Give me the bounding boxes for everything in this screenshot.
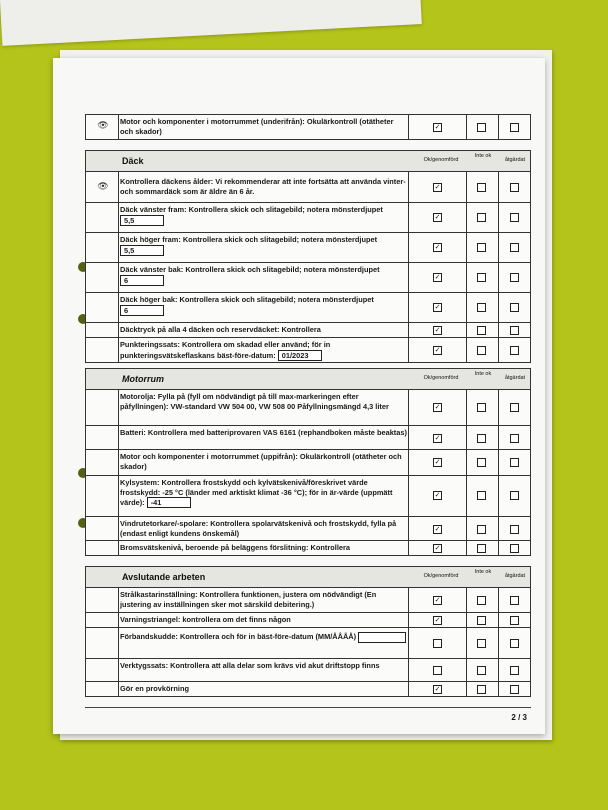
- table-row: [86, 541, 530, 555]
- atgardat-checkbox[interactable]: [510, 525, 519, 534]
- ok-checkbox[interactable]: ✓: [434, 526, 441, 533]
- atgardat-checkbox[interactable]: [510, 326, 519, 335]
- inte-ok-checkbox[interactable]: [477, 434, 486, 443]
- table-row: [86, 172, 530, 203]
- col-ok-header: Ok/genomförd: [423, 375, 459, 381]
- row-text: Däck vänster bak: Kontrollera skick och slitagebild; notera mönsterdjupet 6: [120, 265, 380, 285]
- inte-ok-checkbox[interactable]: [477, 403, 486, 412]
- ok-checkbox[interactable]: ✓: [434, 545, 441, 552]
- col-atgardat-header: åtgärdat: [504, 573, 526, 579]
- inte-ok-checkbox[interactable]: [477, 596, 486, 605]
- table-row: [86, 426, 530, 450]
- section-header: [86, 151, 530, 172]
- frost-protection-field[interactable]: -41: [147, 497, 191, 508]
- inte-ok-checkbox[interactable]: [477, 525, 486, 534]
- row-text: Varningstriangel: kontrollera om det finns någon: [120, 615, 291, 624]
- table-row: [86, 517, 530, 541]
- atgardat-checkbox[interactable]: [510, 458, 519, 467]
- section-title: Däck: [122, 156, 144, 166]
- ok-checkbox[interactable]: ✓: [434, 244, 441, 251]
- inte-ok-checkbox[interactable]: [477, 273, 486, 282]
- underlying-sheet: [0, 0, 422, 46]
- ok-checkbox[interactable]: ✓: [434, 304, 441, 311]
- section-avslutande-arbeten: [85, 566, 531, 697]
- atgardat-checkbox[interactable]: [510, 491, 519, 500]
- ok-checkbox[interactable]: ✓: [434, 347, 441, 354]
- table-row: [86, 613, 530, 628]
- row-text: Kontrollera däckens ålder: Vi rekommenderar att inte fortsätta att använda vinter- och sommardäck som är äldre än 6 år.: [120, 177, 406, 196]
- inte-ok-checkbox[interactable]: [477, 544, 486, 553]
- row-text: Motorolja: Fylla på (fyll om nödvändigt på till max-markeringen efter påfyllningen): VW-standard VW 504 00, VW 508 00 Påfyllningsmängd 4,3 liter: [120, 392, 389, 411]
- col-ok-header: Ok/genomförd: [423, 573, 459, 579]
- ok-checkbox[interactable]: ✓: [434, 214, 441, 221]
- section-header: [86, 567, 530, 588]
- table-row: [86, 323, 530, 338]
- row-text: Vindrutetorkare/-spolare: Kontrollera spolarvätskenivå och frostskydd, fylla på (endast enligt kundens önskemål): [120, 519, 397, 538]
- table-row: [86, 450, 530, 476]
- col-ok-header: Ok/genomförd: [423, 157, 459, 163]
- tread-depth-field[interactable]: 6: [120, 305, 164, 316]
- first-aid-date-field[interactable]: [358, 632, 406, 643]
- atgardat-checkbox[interactable]: [510, 303, 519, 312]
- section-header: [86, 369, 530, 390]
- section-title: Motorrum: [122, 374, 164, 384]
- ok-checkbox[interactable]: ✓: [434, 492, 441, 499]
- atgardat-checkbox[interactable]: [510, 685, 519, 694]
- inte-ok-checkbox[interactable]: [477, 491, 486, 500]
- ok-checkbox[interactable]: ✓: [434, 435, 441, 442]
- atgardat-checkbox[interactable]: [510, 123, 519, 132]
- row-text: Strålkastarinställning: Kontrollera funktionen, justera om nödvändigt (En justering av inställningen sker mot särskild debitering.): [120, 590, 377, 609]
- inte-ok-checkbox[interactable]: [477, 666, 486, 675]
- row-text: Däck höger fram: Kontrollera skick och slitagebild; notera mönsterdjupet 5,5: [120, 235, 378, 255]
- section-title: Avslutande arbeten: [122, 572, 206, 582]
- tread-depth-field[interactable]: 5,5: [120, 245, 164, 256]
- eye-icon: 👁: [97, 181, 109, 191]
- checklist-page: [53, 58, 545, 734]
- row-text: Verktygssats: Kontrollera att alla delar som krävs vid akut driftstopp finns: [120, 661, 380, 670]
- inte-ok-checkbox[interactable]: [477, 213, 486, 222]
- inte-ok-checkbox[interactable]: [477, 123, 486, 132]
- atgardat-checkbox[interactable]: [510, 346, 519, 355]
- table-row: [86, 682, 530, 696]
- atgardat-checkbox[interactable]: [510, 183, 519, 192]
- ok-checkbox[interactable]: ✓: [434, 459, 441, 466]
- page-number: 2 / 3: [511, 713, 527, 722]
- atgardat-checkbox[interactable]: [510, 544, 519, 553]
- table-row: [86, 263, 530, 293]
- table-row: [86, 115, 530, 139]
- ok-checkbox[interactable]: [433, 639, 442, 648]
- atgardat-checkbox[interactable]: [510, 403, 519, 412]
- ok-checkbox[interactable]: ✓: [434, 184, 441, 191]
- table-row: [86, 390, 530, 426]
- section-dack: [85, 150, 531, 363]
- inte-ok-checkbox[interactable]: [477, 346, 486, 355]
- row-text: Motor och komponenter i motorrummet (underifrån): Okulärkontroll (otätheter och skador): [120, 117, 394, 136]
- footer-divider: [85, 707, 531, 708]
- ok-checkbox[interactable]: ✓: [434, 686, 441, 693]
- col-inte-ok-header: Inte ok: [474, 371, 492, 377]
- col-inte-ok-header: Inte ok: [474, 153, 492, 159]
- tread-depth-field[interactable]: 5,5: [120, 215, 164, 226]
- col-atgardat-header: åtgärdat: [504, 375, 526, 381]
- table-row: [86, 588, 530, 613]
- inte-ok-checkbox[interactable]: [477, 183, 486, 192]
- atgardat-checkbox[interactable]: [510, 434, 519, 443]
- row-text: Gör en provkörning: [120, 684, 189, 693]
- row-text: Däck vänster fram: Kontrollera skick och slitagebild; notera mönsterdjupet 5,5: [120, 205, 383, 225]
- inte-ok-checkbox[interactable]: [477, 685, 486, 694]
- tread-depth-field[interactable]: 6: [120, 275, 164, 286]
- atgardat-checkbox[interactable]: [510, 666, 519, 675]
- col-atgardat-header: åtgärdat: [504, 157, 526, 163]
- ok-checkbox[interactable]: ✓: [434, 404, 441, 411]
- ok-checkbox[interactable]: ✓: [434, 327, 441, 334]
- table-row: [86, 338, 530, 362]
- row-text: Däck höger bak: Kontrollera skick och slitagebild; notera mönsterdjupet 6: [120, 295, 374, 315]
- table-row: [86, 628, 530, 659]
- table-row: [86, 659, 530, 682]
- ok-checkbox[interactable]: ✓: [434, 617, 441, 624]
- inte-ok-checkbox[interactable]: [477, 326, 486, 335]
- eye-icon: 👁: [97, 120, 109, 130]
- atgardat-checkbox[interactable]: [510, 639, 519, 648]
- row-text: Bromsvätskenivå, beroende på beläggens förslitning: Kontrollera: [120, 543, 350, 552]
- ok-checkbox[interactable]: ✓: [434, 124, 441, 131]
- atgardat-checkbox[interactable]: [510, 243, 519, 252]
- best-before-field[interactable]: 01/2023: [278, 350, 322, 361]
- atgardat-checkbox[interactable]: [510, 273, 519, 282]
- row-text: Motor och komponenter i motorrummet (uppifrån): Okulärkontroll (otätheter och skador): [120, 452, 402, 471]
- ok-checkbox[interactable]: ✓: [434, 597, 441, 604]
- table-row: [86, 293, 530, 323]
- ok-checkbox[interactable]: ✓: [434, 274, 441, 281]
- row-text: Kylsystem: Kontrollera frostskydd och kylvätskenivå/föreskrivet värde frostskydd: -25 °C (länder med arktiskt klimat -36 °C); för in är-värde (uppmätt värde): -41: [120, 478, 393, 508]
- table-row: [86, 203, 530, 233]
- inte-ok-checkbox[interactable]: [477, 616, 486, 625]
- section-motorrum: [85, 368, 531, 556]
- ok-checkbox[interactable]: [433, 666, 442, 675]
- row-text: Förbandskudde: Kontrollera och för in bäst-före-datum (MM/ÅÅÅÅ): [120, 632, 357, 641]
- atgardat-checkbox[interactable]: [510, 616, 519, 625]
- row-text: Batteri: Kontrollera med batteriprovaren VAS 6161 (rephandboken måste beaktas): [120, 428, 407, 437]
- row-text: Punkteringssats: Kontrollera om skadad eller använd; för in punkteringsvätskeflaskans bäst-före-datum: 01/2023: [120, 340, 331, 360]
- atgardat-checkbox[interactable]: [510, 213, 519, 222]
- inte-ok-checkbox[interactable]: [477, 639, 486, 648]
- table-row: [86, 476, 530, 517]
- top-row-table: [85, 114, 531, 140]
- table-row: [86, 233, 530, 263]
- row-text: Däcktryck på alla 4 däcken och reservdäcket: Kontrollera: [120, 325, 321, 334]
- inte-ok-checkbox[interactable]: [477, 458, 486, 467]
- inte-ok-checkbox[interactable]: [477, 243, 486, 252]
- col-inte-ok-header: Inte ok: [474, 569, 492, 575]
- inte-ok-checkbox[interactable]: [477, 303, 486, 312]
- atgardat-checkbox[interactable]: [510, 596, 519, 605]
